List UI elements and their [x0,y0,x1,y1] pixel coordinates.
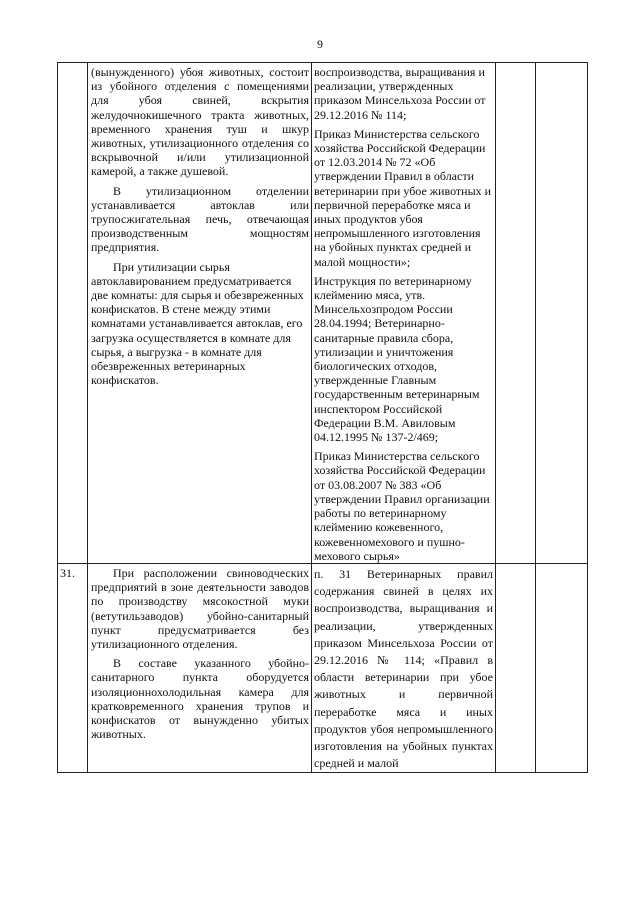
table-row [58,63,588,564]
requirements-table [57,62,588,773]
requirement-text [88,563,312,772]
empty-cell [536,563,588,772]
paragraph: Приказ Министерства сельского хозяйства Российской Федерации от 12.03.2014 № 72 «Об утверждении Правил в области ветеринарии при убое животных и первичной переработке мяса и иных продуктов убоя непромышленного изготовления на убойных пунктах средней и малой мощности»; [314,126,492,269]
paragraph: При расположении свиноводческих предприятий в зоне деятельности заводов по производству мясокостной муки (ветутильзаводов) убойно-санитарный пункт предусматривается без утилизационного отделения. [91,565,309,651]
paragraph: В утилизационном отделении устанавливается автоклав или трупосжигательная печь, отвечающая производственным мощностям предприятия. [91,183,309,255]
empty-cell [536,63,588,564]
paragraph: воспроизводства, выращивания и реализации, утвержденных приказом Минсельхоза России от 29.12.2016 № 114; [314,65,486,122]
paragraph: Приказ Министерства сельского хозяйства Российской Федерации от 03.08.2007 № 383 «Об утверждении Правил организации работы по ветеринарному клеймению кожевенного, кожевенномехового и пушно-мехового сырья» [314,449,490,563]
empty-cell [496,63,536,564]
legal-basis [312,563,496,772]
paragraph: п. 31 Ветеринарных правил содержания свиней в целях их воспроизводства, выращивания и реализации, утвержденных приказом Минсельхоза России от 29.12.2016 № 114; «Правил в области ветеринарии при убое животных и первичной переработке мяса и иных продуктов убоя непромышленного изготовления на убойных пунктах средней и малой [314,566,493,771]
row-number: 31. [58,563,88,772]
table-row [58,563,588,772]
page-number: 9 [317,37,323,51]
paragraph: В составе указанного убойно-санитарного пункта оборудуется изоляционнохолодильная камера для кратковременного хранения трупов и конфискатов от вынужденно убитых животных. [91,656,309,742]
paragraph: При утилизации сырья автоклавированием предусматривается две комнаты: для сырья и обезвреженных конфискатов. В стене между этими комнатами устанавливается автоклав, его загрузка осуществляется в комнате для сырья, а выгрузка - в комнате для обезвреженных ветеринарных конфискатов. [91,259,304,388]
requirement-text [88,63,312,564]
paragraph: (вынужденного) убоя животных, состоит из убойного отделения с помещениями для убоя свиней, вскрытия желудочнокишечного тракта животных, временного хранения туш и шкур животных, утилизационного отделения со вскрывочной и/или утилизационной камерой, а также душевой. [91,65,309,179]
paragraph: Инструкция по ветеринарному клеймению мяса, утв. Минсельхозпродом России 28.04.1994; Ветеринарно-санитарные правила сбора, утилизации и уничтожения биологических отходов, утвержденные Главным государственным ветеринарным инспектором Российской Федерации В.М. Авиловым 04.12.1995 № 137-2/469; [314,273,480,445]
row-number [58,63,88,564]
legal-basis [312,63,496,564]
empty-cell [496,563,536,772]
